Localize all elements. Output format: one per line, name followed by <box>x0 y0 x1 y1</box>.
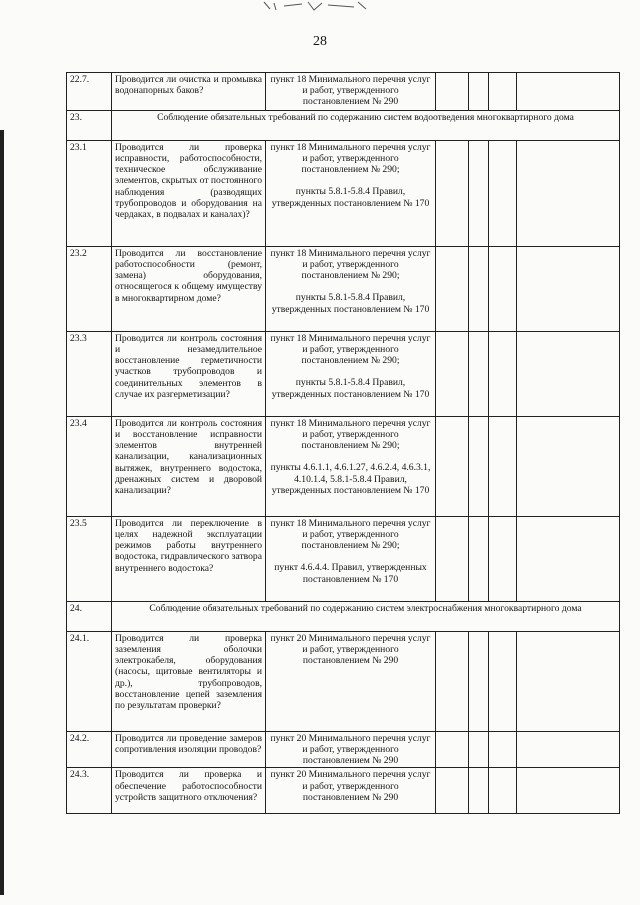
legal-basis <box>266 632 436 732</box>
legal-basis-line: пункт 18 Минимального перечня услуг и работ, утвержденного постановлением № 290; <box>270 418 431 452</box>
legal-basis-line: пункт 20 Минимального перечня услуг и работ, утвержденного постановлением № 290 <box>270 633 431 667</box>
answer-na-cell[interactable] <box>489 141 517 247</box>
answer-no-cell[interactable] <box>469 732 489 768</box>
scan-artifact-marks <box>262 0 372 14</box>
legal-basis-line: пункты 5.8.1-5.8.4 Правил, утвержденных постановлением № 170 <box>271 186 430 209</box>
answer-na-cell[interactable] <box>489 417 517 517</box>
legal-basis-line: пункт 18 Минимального перечня услуг и работ, утвержденного постановлением № 290; <box>270 142 431 176</box>
page-number: 28 <box>313 34 327 49</box>
legal-basis-line: пункт 4.6.4.4. Правил, утвержденных постановлением № 170 <box>274 562 427 585</box>
question-text: Проводится ли очистка и промывка водонапорных баков? <box>112 73 266 111</box>
comment-cell[interactable] <box>517 73 620 111</box>
row-number: 24. <box>67 602 112 632</box>
answer-na-cell[interactable] <box>489 73 517 111</box>
answer-na-cell[interactable] <box>489 632 517 732</box>
answer-no-cell[interactable] <box>469 517 489 602</box>
answer-yes-cell[interactable] <box>436 632 469 732</box>
table-row <box>67 73 620 111</box>
legal-basis-line: пункт 18 Минимального перечня услуг и работ, утвержденного постановлением № 290 <box>270 74 431 108</box>
row-number: 24.2. <box>67 732 112 768</box>
answer-yes-cell[interactable] <box>436 768 469 814</box>
legal-basis-line: пункты 5.8.1-5.8.4 Правил, утвержденных постановлением № 170 <box>271 292 430 315</box>
row-number: 24.3. <box>67 768 112 814</box>
comment-cell[interactable] <box>517 732 620 768</box>
comment-cell[interactable] <box>517 332 620 417</box>
answer-yes-cell[interactable] <box>436 141 469 247</box>
answer-na-cell[interactable] <box>489 517 517 602</box>
legal-basis-line: пункт 18 Минимального перечня услуг и работ, утвержденного постановлением № 290; <box>270 333 431 367</box>
table-row <box>67 247 620 332</box>
scan-edge-bar <box>0 130 4 895</box>
legal-basis <box>266 517 436 602</box>
answer-no-cell[interactable] <box>469 417 489 517</box>
answer-no-cell[interactable] <box>469 632 489 732</box>
legal-basis-line: пункт 18 Минимального перечня услуг и работ, утвержденного постановлением № 290; <box>270 518 431 552</box>
legal-basis <box>266 247 436 332</box>
table-row <box>67 517 620 602</box>
answer-na-cell[interactable] <box>489 332 517 417</box>
row-number: 23.5 <box>67 517 112 602</box>
legal-basis-line: пункты 5.8.1-5.8.4 Правил, утвержденных постановлением № 170 <box>271 377 430 400</box>
comment-cell[interactable] <box>517 417 620 517</box>
question-text: Проводится ли проведение замеров сопротивления изоляции проводов? <box>112 732 266 768</box>
section-title: Соблюдение обязательных требований по содержанию систем электроснабжения многоквартирного дома <box>112 602 620 632</box>
question-text: Проводится ли проверка заземления оболочки электрокабеля, оборудования (насосы, щитовые вентиляторы и др.), трубопроводов, восстановление цепей заземления по результатам проверки? <box>112 632 266 732</box>
comment-cell[interactable] <box>517 141 620 247</box>
question-text: Проводится ли проверка и обеспечение работоспособности устройств защитного отключения? <box>112 768 266 814</box>
answer-na-cell[interactable] <box>489 768 517 814</box>
comment-cell[interactable] <box>517 247 620 332</box>
row-number: 22.7. <box>67 73 112 111</box>
row-number: 23.1 <box>67 141 112 247</box>
legal-basis-line: пункт 20 Минимального перечня услуг и работ, утвержденного постановлением № 290 <box>270 769 431 803</box>
legal-basis <box>266 768 436 814</box>
question-text: Проводится ли переключение в целях надежной эксплуатации режимов работы внутреннего водостока, гидравлического затвора внутреннего водостока? <box>112 517 266 602</box>
legal-basis <box>266 417 436 517</box>
checklist-table <box>66 72 620 814</box>
question-text: Проводится ли контроль состояния и незамедлительное восстановление герметичности участков трубопроводов и соединительных элементов в случае их разгерметизации? <box>112 332 266 417</box>
answer-no-cell[interactable] <box>469 768 489 814</box>
answer-na-cell[interactable] <box>489 247 517 332</box>
answer-yes-cell[interactable] <box>436 417 469 517</box>
answer-no-cell[interactable] <box>469 141 489 247</box>
answer-no-cell[interactable] <box>469 247 489 332</box>
table-row <box>67 417 620 517</box>
comment-cell[interactable] <box>517 768 620 814</box>
legal-basis <box>266 332 436 417</box>
question-text: Проводится ли восстановление работоспособности (ремонт, замена) оборудования, относящегося к общему имуществу в многоквартирном доме? <box>112 247 266 332</box>
legal-basis-line: пункт 18 Минимального перечня услуг и работ, утвержденного постановлением № 290; <box>270 248 431 282</box>
answer-yes-cell[interactable] <box>436 247 469 332</box>
answer-no-cell[interactable] <box>469 73 489 111</box>
legal-basis-line: пункт 20 Минимального перечня услуг и работ, утвержденного постановлением № 290 <box>270 733 431 767</box>
table-row <box>67 768 620 814</box>
section-title: Соблюдение обязательных требований по содержанию систем водоотведения многоквартирного дома <box>112 111 620 141</box>
row-number: 23. <box>67 111 112 141</box>
answer-na-cell[interactable] <box>489 732 517 768</box>
answer-yes-cell[interactable] <box>436 732 469 768</box>
answer-yes-cell[interactable] <box>436 73 469 111</box>
answer-yes-cell[interactable] <box>436 332 469 417</box>
table-row <box>67 732 620 768</box>
row-number: 23.2 <box>67 247 112 332</box>
comment-cell[interactable] <box>517 517 620 602</box>
answer-no-cell[interactable] <box>469 332 489 417</box>
row-number: 23.3 <box>67 332 112 417</box>
row-number: 24.1. <box>67 632 112 732</box>
question-text: Проводится ли проверка исправности, работоспособности, техническое обслуживание элементов, скрытых от постоянного наблюдения (разводящих трубопроводов и оборудования на чердаках, в подвалах и каналах)? <box>112 141 266 247</box>
table-row <box>67 632 620 732</box>
question-text: Проводится ли контроль состояния и восстановление исправности элементов внутренней канализации, канализационных вытяжек, внутреннего водостока, дренажных систем и дворовой канализации? <box>112 417 266 517</box>
row-number: 23.4 <box>67 417 112 517</box>
section-row <box>67 111 620 141</box>
legal-basis <box>266 141 436 247</box>
legal-basis <box>266 73 436 111</box>
legal-basis-line: пункты 4.6.1.1, 4.6.1.27, 4.6.2.4, 4.6.3.1, 4.10.1.4, 5.8.1-5.8.4 Правил, утвержденных постановлением № 170 <box>270 462 431 496</box>
answer-yes-cell[interactable] <box>436 517 469 602</box>
table-row <box>67 332 620 417</box>
comment-cell[interactable] <box>517 632 620 732</box>
table-row <box>67 141 620 247</box>
section-row <box>67 602 620 632</box>
legal-basis <box>266 732 436 768</box>
